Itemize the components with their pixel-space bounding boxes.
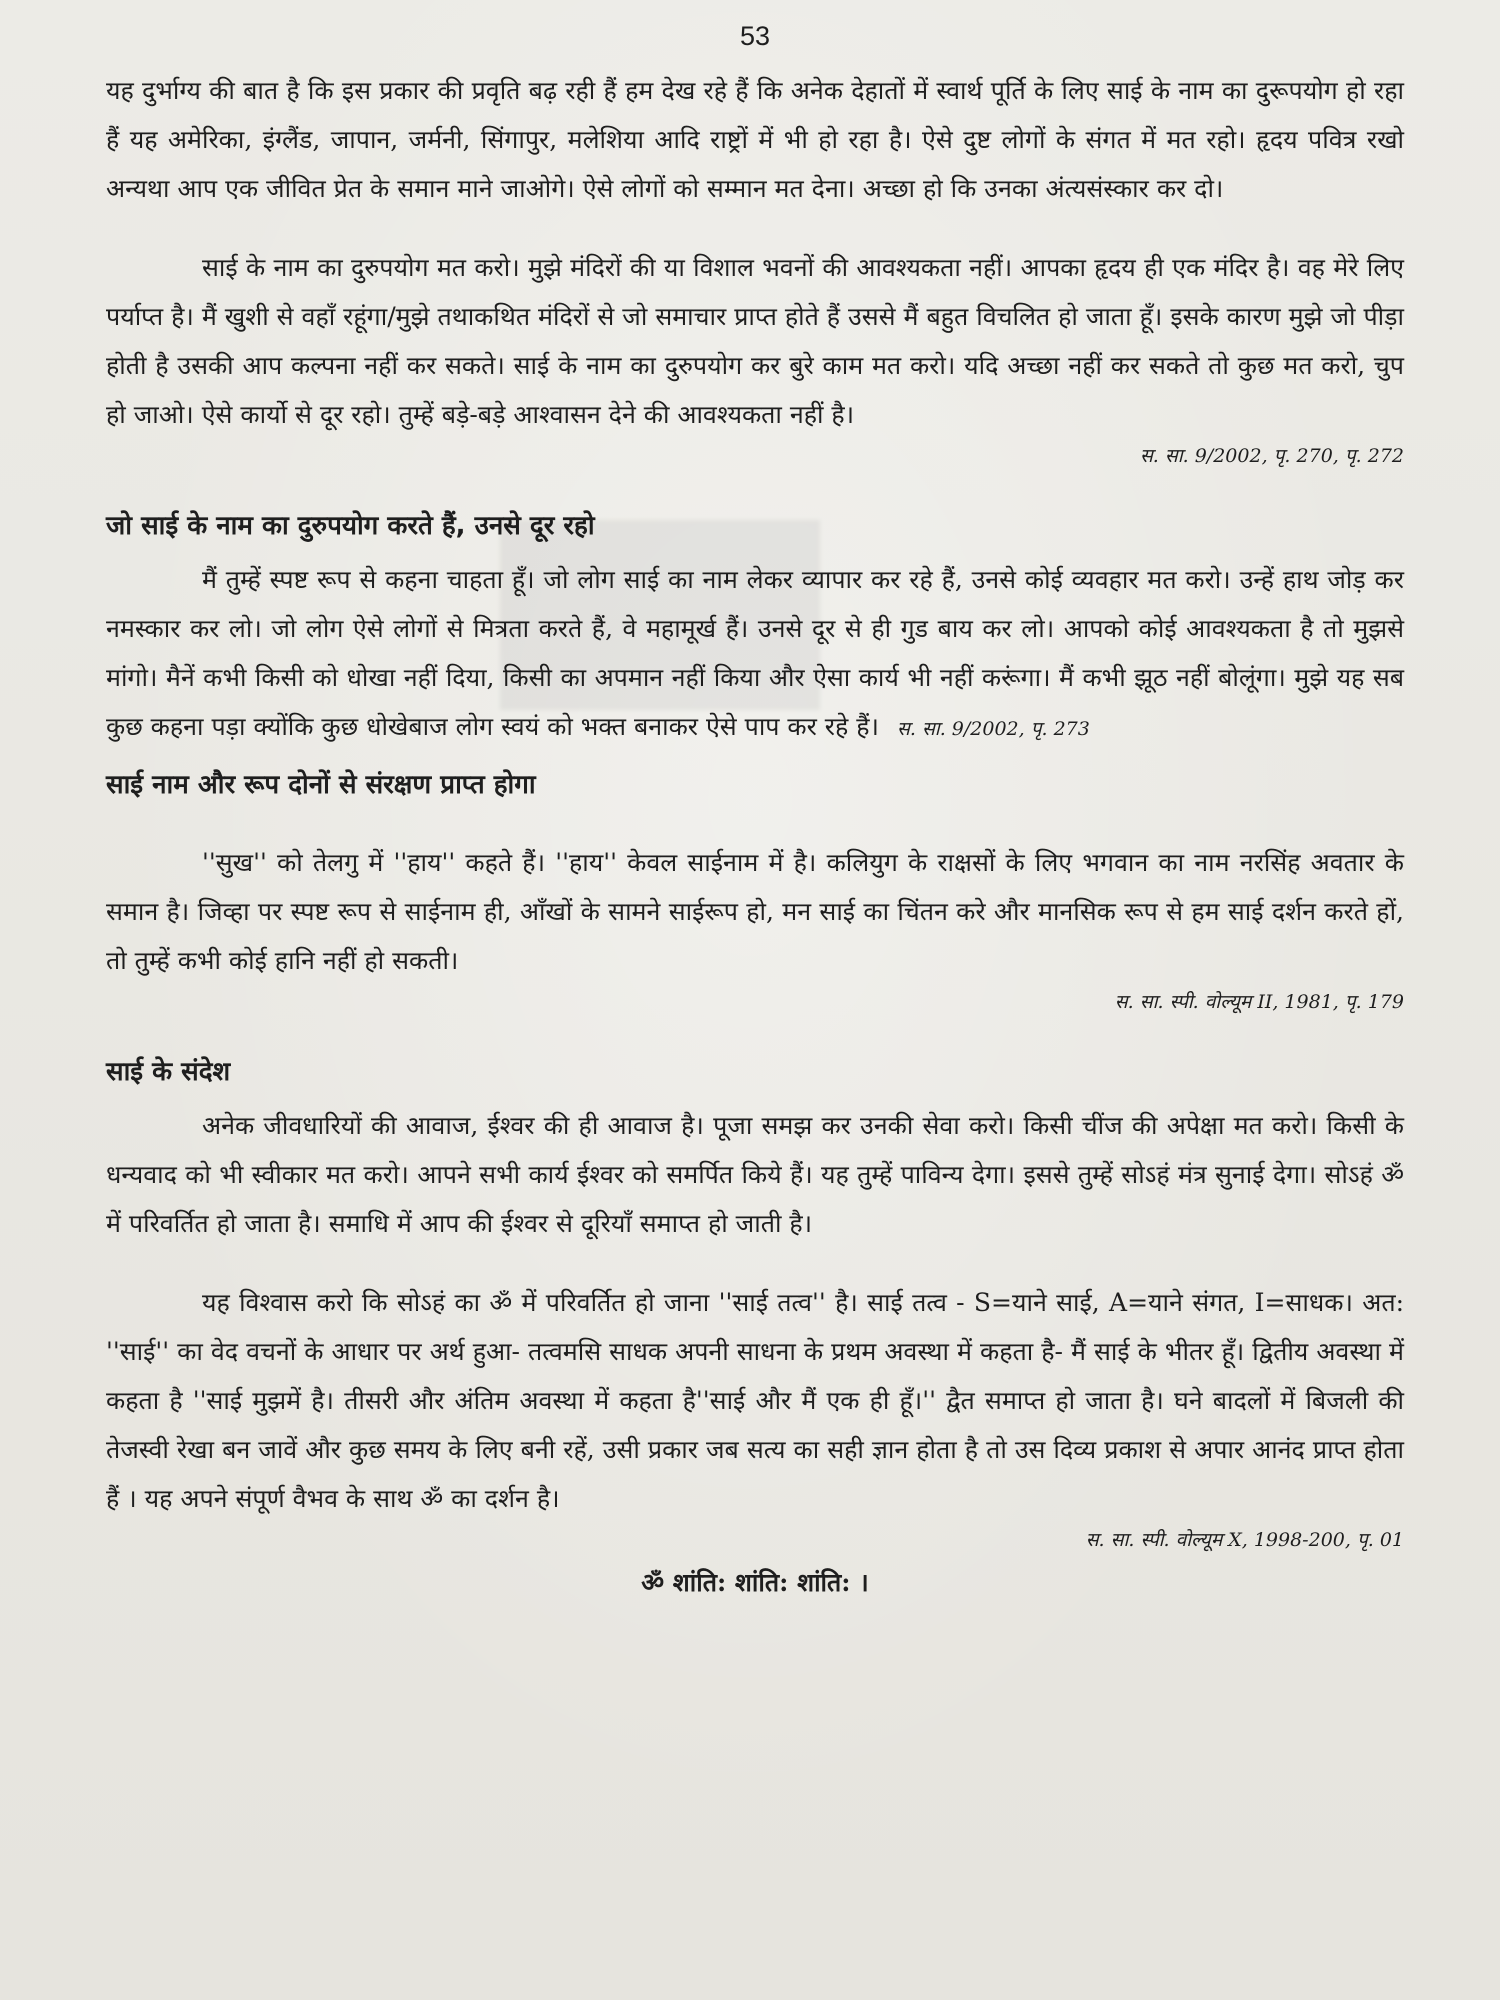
page-number: 53 bbox=[739, 21, 771, 51]
citation-2: स. सा. 9/2002, पृ. 273 bbox=[897, 718, 1090, 740]
section-heading-protection: साई नाम और रूप दोनों से संरक्षण प्राप्त होगा bbox=[106, 770, 536, 800]
bleed-through-smudge bbox=[500, 520, 820, 710]
paragraph-sai-tattva: यह विश्वास करो कि सोऽहं का ॐ में परिवर्तित हो जाना ''साई तत्व'' है। साई तत्व - S=याने साई, A=याने संगत, I=साधक। अत: ''साई'' का वेद वचनों के आधार पर अर्थ हुआ- तत्वमसि साधक अपनी साधना के प्रथम अवस्था में कहता है- मैं साई के भीतर हूँ। द्वितीय अवस्था में कहता है ''साई मुझमें है। तीसरी और अंतिम अवस्था में कहता है''साई और मैं एक ही हूँ।'' द्वैत समाप्त हो जाता है। घने बादलों में बिजली की तेजस्वी रेखा बन जावें और कुछ समय के लिए बनी रहें, उसी प्रकार जब सत्य का सही ज्ञान होता है तो उस दिव्य प्रकाश से अपार आनंद प्राप्त होता हैं । यह अपने संपूर्ण वैभव के साथ ॐ का दर्शन है। bbox=[106, 1288, 1404, 1513]
paragraph-misuse-warning: यह दुर्भाग्य की बात है कि इस प्रकार की प्रवृति बढ़ रही हैं हम देख रहे हैं कि अनेक देहातों में स्वार्थ पूर्ति के लिए साई के नाम का दुरूपयोग हो रहा हैं यह अमेरिका, इंग्लैंड, जापान, जर्मनी, सिंगापुर, मलेशिया आदि राष्ट्रों में भी हो रहा है। ऐसे दुष्ट लोगों के संगत में मत रहो। हृदय पवित्र रखो अन्यथा आप एक जीवित प्रेत के समान माने जाओगे। ऐसे लोगों को सम्मान मत देना। अच्छा हो कि उनका अंत्यसंस्कार कर दो। bbox=[106, 76, 1404, 203]
paragraph-voice-of-god: अनेक जीवधारियों की आवाज, ईश्वर की ही आवाज है। पूजा समझ कर उनकी सेवा करो। किसी चींज की अपेक्षा मत करो। किसी के धन्यवाद को भी स्वीकार मत करो। आपने सभी कार्य ईश्वर को समर्पित किये हैं। यह तुम्हें पाविन्य देगा। इससे तुम्हें सोऽहं मंत्र सुनाई देगा। सोऽहं ॐ में परिवर्तित हो जाता है। समाधि में आप की ईश्वर से दूरियाँ समाप्त हो जाती है। bbox=[106, 1111, 1404, 1238]
paragraph-clear-statement-text: मैं तुम्हें स्पष्ट रूप से कहना चाहता हूँ। जो लोग साई का नाम लेकर व्यापार कर रहे हैं, उनसे कोई व्यवहार मत करो। उन्हें हाथ जोड़ कर नमस्कार कर लो। जो लोग ऐसे लोगों से मित्रता करते हैं, वे महामूर्ख हैं। उनसे दूर से ही गुड बाय कर लो। आपको कोई आवश्यकता है तो मुझसे मांगो। मैनें कभी किसी को धोखा नहीं दिया, किसी का अपमान नहीं किया और ऐसा कार्य भी नहीं करूंगा। मैं कभी झूठ नहीं बोलूंगा। मुझे यह सब कुछ कहना पड़ा क्योंकि कुछ धोखेबाज लोग स्वयं को भक्त बनाकर ऐसे पाप कर रहे हैं। bbox=[106, 565, 1404, 741]
section-heading-messages: साई के संदेश bbox=[106, 1057, 231, 1087]
paragraph-heart-temple: साई के नाम का दुरुपयोग मत करो। मुझे मंदिरों की या विशाल भवनों की आवश्यकता नहीं। आपका हृदय ही एक मंदिर है। वह मेरे लिए पर्याप्त है। मैं खुशी से वहाँ रहूंगा/मुझे तथाकथित मंदिरों से जो समाचार प्राप्त होते हैं उससे मैं बहुत विचलित हो जाता हूँ। इसके कारण मुझे जो पीड़ा होती है उसकी आप कल्पना नहीं कर सकते। साई के नाम का दुरुपयोग कर बुरे काम मत करो। यदि अच्छा नहीं कर सकते तो कुछ मत करो, चुप हो जाओ। ऐसे कार्यो से दूर रहो। तुम्हें बड़े-बड़े आश्वासन देने की आवश्यकता नहीं है। bbox=[106, 253, 1404, 429]
closing-shanti-line: ॐ शांति: शांति: शांति: । bbox=[641, 1568, 869, 1597]
citation-1: स. सा. 9/2002, पृ. 270, पृ. 272 bbox=[1139, 445, 1404, 467]
citation-4: स. सा. स्पी. वोल्यूम X, 1998-200, पृ. 01 bbox=[1085, 1529, 1404, 1551]
paragraph-sainam: ''सुख'' को तेलगु में ''हाय'' कहते हैं। ''हाय'' केवल साईनाम में है। कलियुग के राक्षसों के लिए भगवान का नाम नरसिंह अवतार के समान है। जिव्हा पर स्पष्ट रूप से साईनाम ही, आँखों के सामने साईरूप हो, मन साई का चिंतन करे और मानसिक रूप से हम साई दर्शन करते हों, तो तुम्हें कभी कोई हानि नहीं हो सकती। bbox=[106, 848, 1404, 975]
section-heading-stay-away: जो साई के नाम का दुरुपयोग करते हैं, उनसे दूर रहो bbox=[106, 511, 595, 541]
citation-3: स. सा. स्पी. वोल्यूम II, 1981, पृ. 179 bbox=[1114, 991, 1404, 1013]
